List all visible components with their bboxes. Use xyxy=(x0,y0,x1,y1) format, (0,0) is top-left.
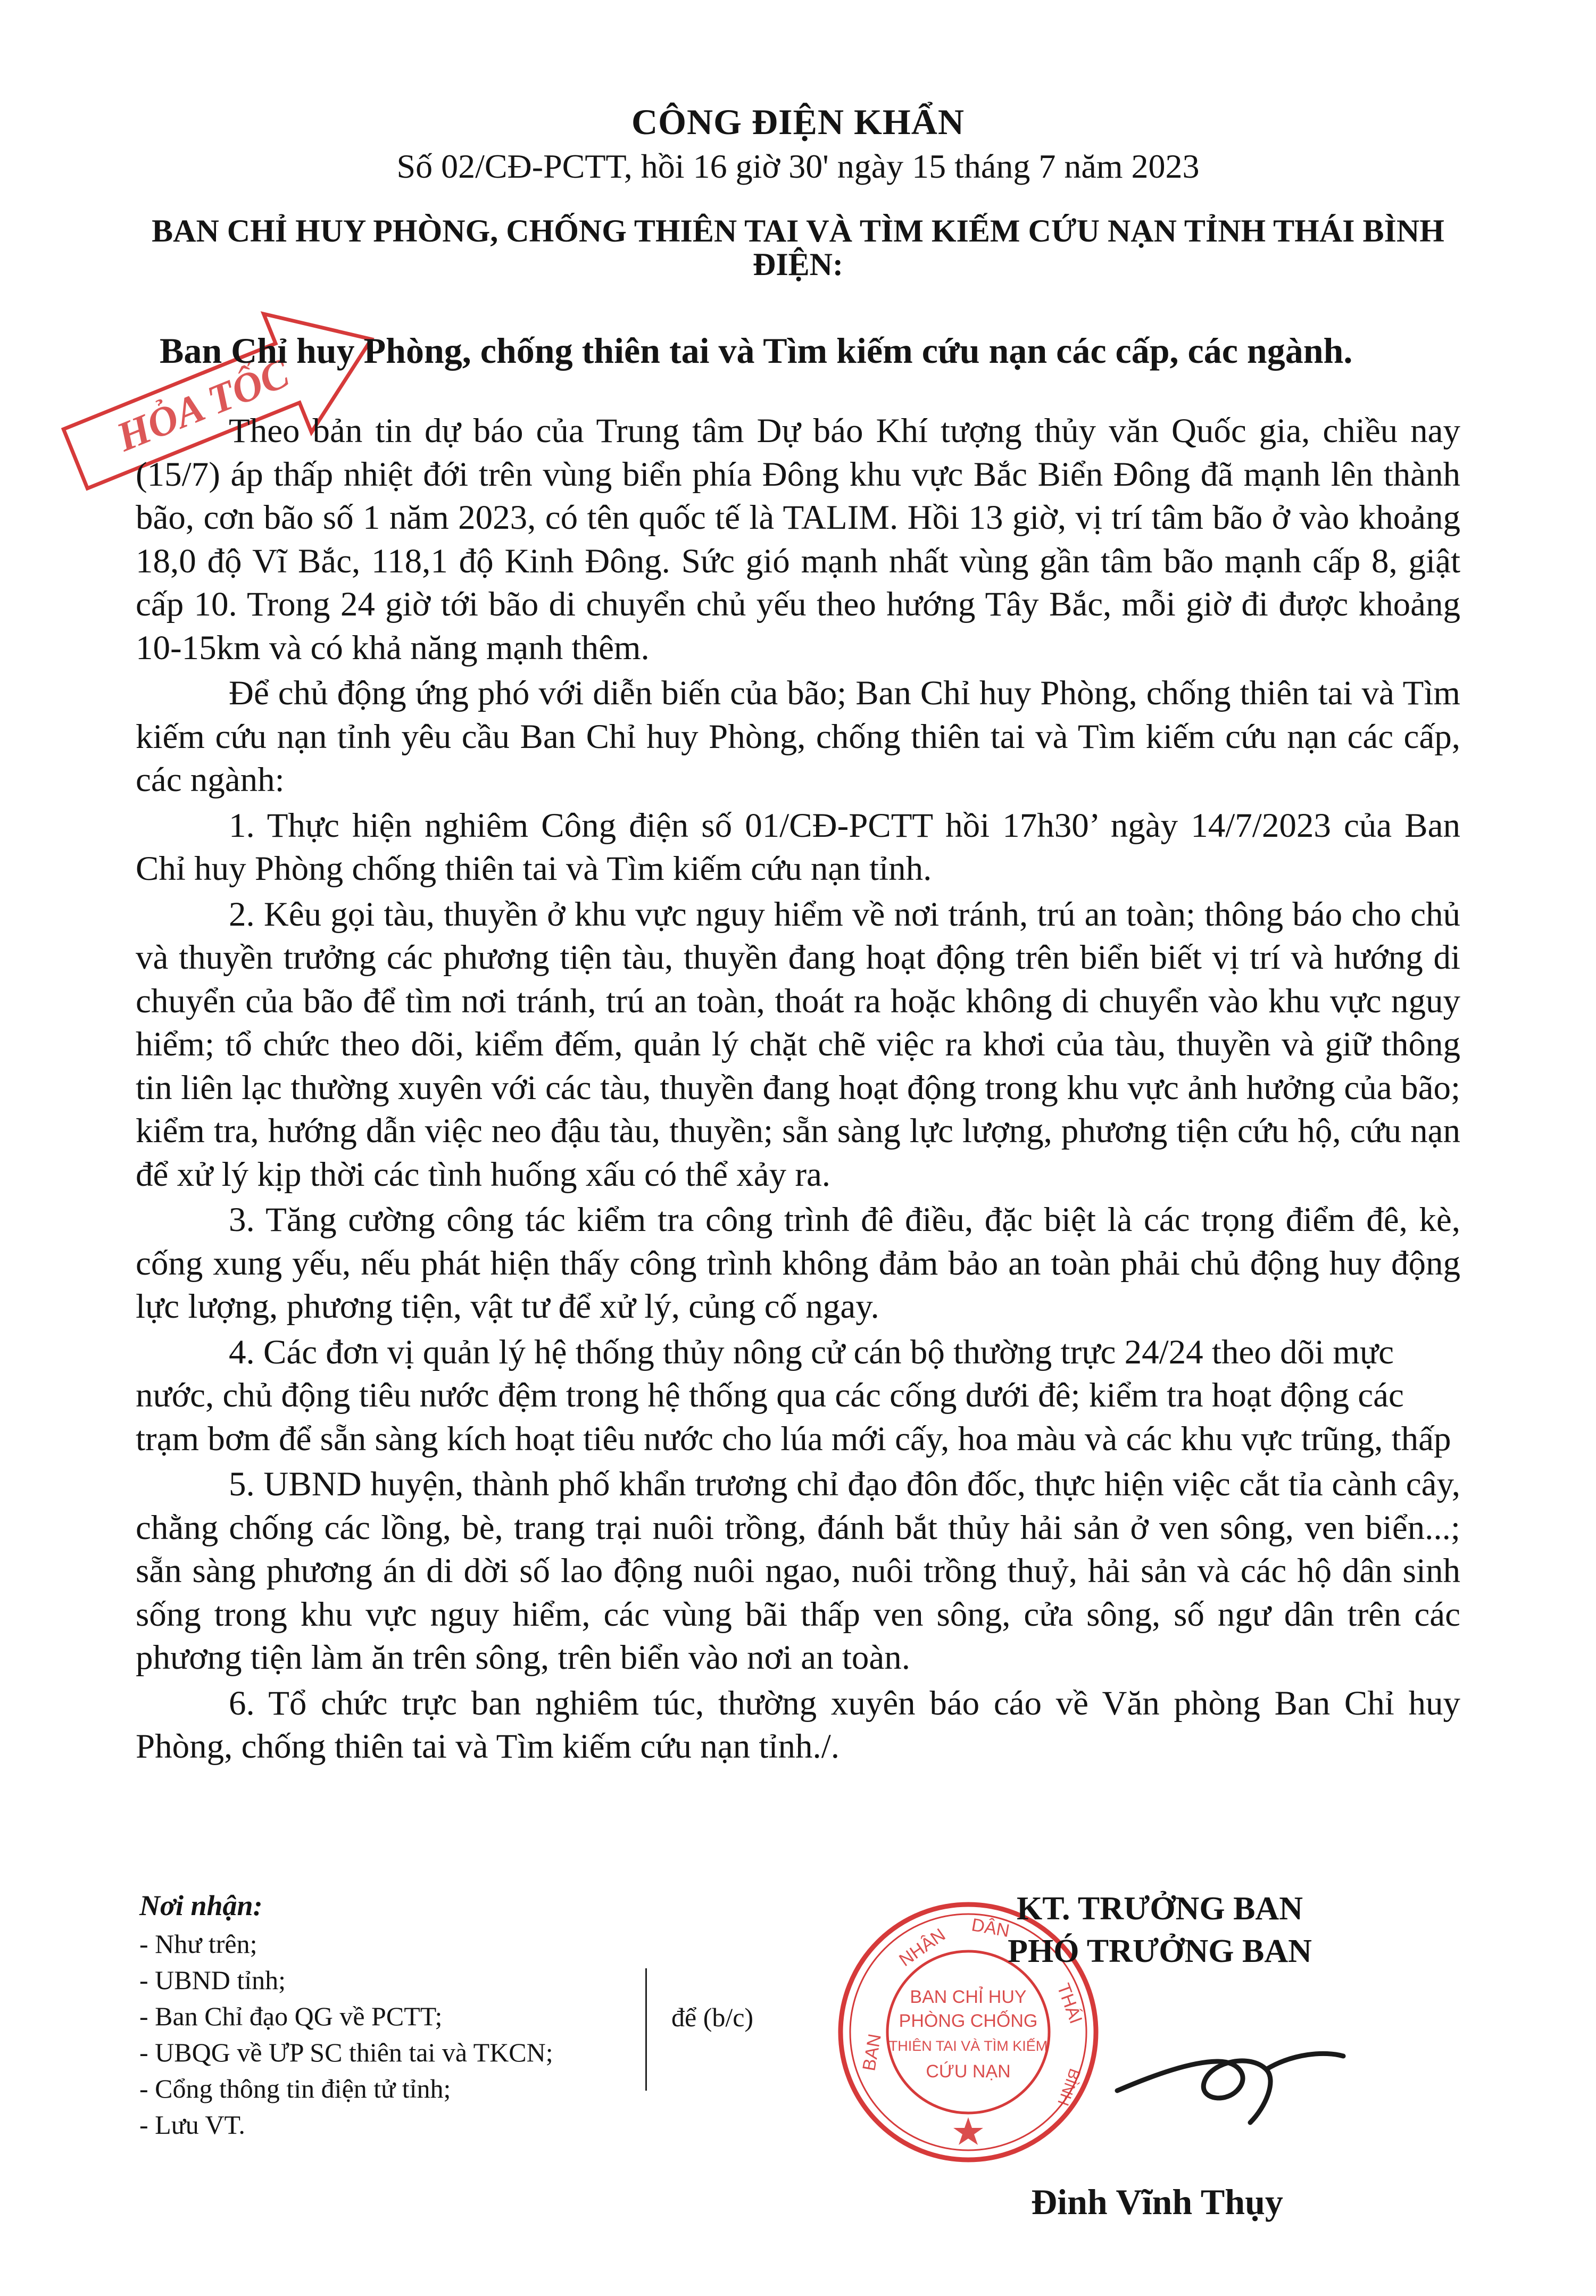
recipient-item: - UBQG về ƯP SC thiên tai và TKCN; xyxy=(139,2037,553,2067)
addressee: Ban Chỉ huy Phòng, chống thiên tai và Tìm kiếm cứu nạn các cấp, các ngành. xyxy=(160,330,1353,371)
recipients-heading: Nơi nhận: xyxy=(139,1890,263,1921)
urgent-stamp-text: HỎA TỐC xyxy=(110,349,296,460)
seal-line-1: BAN CHỈ HUY xyxy=(910,1987,1027,2007)
document-title: CÔNG ĐIỆN KHẨN xyxy=(631,102,965,142)
svg-text:NHÂN: NHÂN xyxy=(895,1924,950,1971)
svg-text:DÂN: DÂN xyxy=(970,1915,1011,1942)
paragraph-item-5: 5. UBND huyện, thành phố khẩn trương chỉ đạo đôn đốc, thực hiện việc cắt tỉa cành cây, chằng chống các lồng, bè, trang trại nuôi trồng, đánh bắt thủy hải sản ở ven sông, ven biển...; sẵn sàng phương án di dời số lao động nuôi ngao, nuôi trồng thuỷ, hải sản và các hộ dân sinh sống trong khu vực nguy hiểm, các vùng bãi thấp ven sông, cửa sông, số ngư dân trên các phương tiện làm ăn trên sông, trên biển vào nơi an toàn. xyxy=(136,1465,1460,1677)
paragraph-item-2: 2. Kêu gọi tàu, thuyền ở khu vực nguy hiểm về nơi tránh, trú an toàn; thông báo cho chủ và thuyền trưởng các phương tiện tàu, thuyền đang hoạt động trên biển biết vị trí và hướng di chuyển của bão để tìm nơi tránh, trú an toàn, thoát ra hoặc không di chuyển vào khu vực nguy hiểm; tổ chức theo dõi, kiểm đếm, quản lý chặt chẽ việc ra khơi của tàu, thuyền và giữ thông tin liên lạc thường xuyên với các tàu, thuyền đang hoạt động trong khu vực ảnh hưởng của bão; kiểm tra, hướng dẫn việc neo đậu tàu, thuyền; sẵn sàng lực lượng, phương tiện cứu hộ, cứu nạn để xử lý kịp thời các tình huống xấu có thể xảy ra. xyxy=(136,895,1460,1194)
paragraph-intro: Theo bản tin dự báo của Trung tâm Dự báo Khí tượng thủy văn Quốc gia, chiều nay (15/7) áp thấp nhiệt đới trên vùng biển phía Đông khu vực Bắc Biển Đông đã mạnh lên thành bão, cơn bão số 1 năm 2023, có tên quốc tế là TALIM. Hồi 13 giờ, vị trí tâm bão ở vào khoảng 18,0 độ Vĩ Bắc, 118,1 độ Kinh Đông. Sức gió mạnh nhất vùng gần tâm bão mạnh cấp 8, giật cấp 10. Trong 24 giờ tới bão di chuyển chủ yếu theo hướng Tây Bắc, mỗi giờ đi được khoảng 10-15km và có khả năng mạnh thêm. xyxy=(136,412,1460,667)
seal-line-3: THIÊN TAI VÀ TÌM KIẾM xyxy=(888,2038,1048,2054)
recipient-item: - Cổng thông tin điện tử tỉnh; xyxy=(139,2074,451,2103)
issuer-name xyxy=(0,213,1596,283)
paragraph-request: Để chủ động ứng phó với diễn biến của bão; Ban Chỉ huy Phòng, chống thiên tai và Tìm kiếm cứu nạn tỉnh yêu cầu Ban Chỉ huy Phòng, chống thiên tai và Tìm kiếm cứu nạn các cấp, các ngành: xyxy=(136,674,1460,799)
svg-text:BÌNH: BÌNH xyxy=(1054,2066,1084,2108)
paragraph-item-4: 4. Các đơn vị quản lý hệ thống thủy nông cử cán bộ thường trực 24/24 theo dõi mực nước, chủ động tiêu nước đệm trong hệ thống qua các cống dưới đê; kiểm tra hoạt động các trạm bơm để sẵn sàng kích hoạt tiêu nước cho lúa mới cấy, hoa màu và các khu vực trũng, thấp xyxy=(136,1333,1451,1458)
recipients-list xyxy=(139,1887,553,2143)
signature-title-line-2: PHÓ TRƯỞNG BAN xyxy=(1008,1933,1312,1969)
recipients-brace xyxy=(645,1968,647,2091)
recipient-item: - Như trên; xyxy=(139,1929,257,1959)
recipient-item: - UBND tỉnh; xyxy=(139,1965,286,1995)
signature-block xyxy=(947,1887,1373,1973)
paragraph-item-3: 3. Tăng cường công tác kiểm tra công trình đê điều, đặc biệt là các trọng điểm đê, kè, cống xung yếu, nếu phát hiện thấy công trình không đảm bảo an toàn phải chủ động huy động lực lượng, phương tiện, vật tư để xử lý, củng cố ngay. xyxy=(136,1201,1460,1326)
svg-text:BAN: BAN xyxy=(859,2032,885,2073)
seal-line-2: PHÒNG CHỐNG xyxy=(899,2011,1038,2031)
signature-title-line-1: KT. TRƯỞNG BAN xyxy=(1017,1891,1303,1927)
signer-name: Đinh Vĩnh Thụy xyxy=(1031,2182,1283,2222)
seal-line-4: CỨU NẠN xyxy=(926,2061,1011,2082)
document-number: Số 02/CĐ-PCTT, hồi 16 giờ 30' ngày 15 tháng 7 năm 2023 xyxy=(396,147,1200,185)
recipient-item: - Ban Chỉ đạo QG về PCTT; xyxy=(139,2001,443,2031)
issuer-line-1: BAN CHỈ HUY PHÒNG, CHỐNG THIÊN TAI VÀ TÌM KIẾM CỨU NẠN TỈNH THÁI BÌNH xyxy=(152,213,1444,248)
paragraph-item-6: 6. Tổ chức trực ban nghiêm túc, thường xuyên báo cáo về Văn phòng Ban Chỉ huy Phòng, chống thiên tai và Tìm kiếm cứu nạn tỉnh./. xyxy=(136,1684,1460,1766)
paragraph-item-1: 1. Thực hiện nghiêm Công điện số 01/CĐ-PCTT hồi 17h30’ ngày 14/7/2023 của Ban Chỉ huy Phòng chống thiên tai và Tìm kiếm cứu nạn tỉnh. xyxy=(136,806,1460,888)
recipient-item: - Lưu VT. xyxy=(139,2110,245,2140)
document-body xyxy=(136,410,1460,1771)
recipients-purpose: để (b/c) xyxy=(671,2002,754,2032)
issuer-line-2: ĐIỆN: xyxy=(752,247,843,282)
svg-text:THÁI: THÁI xyxy=(1053,1981,1086,2027)
handwritten-signature xyxy=(1107,2011,1351,2139)
